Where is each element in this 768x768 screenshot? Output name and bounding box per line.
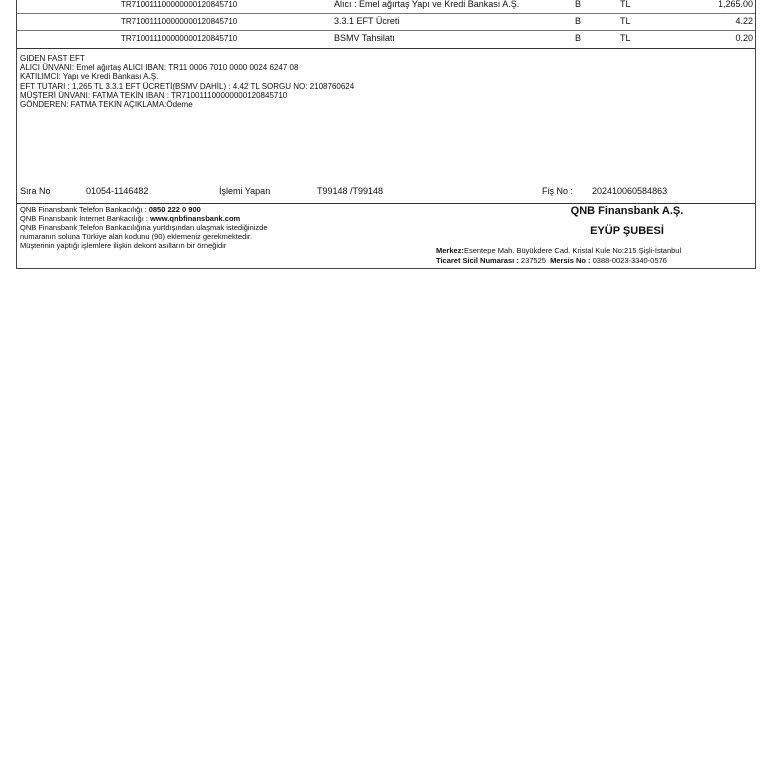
row-debit-credit: B [575, 33, 582, 43]
table-bottom-divider [17, 48, 755, 49]
bank-address [436, 246, 681, 265]
receipt-document [16, 0, 756, 269]
table-row [17, 14, 755, 30]
detail-line: KATILIMCI: Yapı ve Kredi Bankası A.Ş. [20, 72, 159, 82]
transaction-details [20, 54, 354, 109]
row-iban: TR710011100000000120845710 [121, 34, 238, 43]
detail-line: EFT TUTARI : 1,265 TL 3.3.1 EFT ÜCRETİ(BSMV DAHİL) : 4.42 TL SORGU NO: 2108760624 [20, 81, 355, 91]
row-debit-credit: B [575, 16, 582, 26]
row-amount: 4.22 [735, 16, 753, 26]
sira-value: 01054-1146482 [86, 186, 149, 196]
row-iban: TR710011100000000120845710 [121, 17, 238, 26]
detail-line: GIDEN FAST EFT [20, 54, 85, 63]
internet-banking-label: QNB Finansbank İnternet Bankacılığı : [20, 214, 151, 223]
bank-contact-info [20, 205, 268, 250]
detail-line: ALICI ÜNVANI: Emel ağırtaş ALICI IBAN: TR11 0006 7010 0000 0024 6247 08 [20, 63, 299, 73]
row-amount: 0.20 [735, 33, 753, 43]
branch-name: EYÜP ŞUBESİ [590, 225, 664, 237]
operator-label: İşlemi Yapan [219, 186, 271, 196]
mersis-label: Mersis No : [550, 255, 593, 265]
receipt-no-label: Fiş No : [542, 186, 574, 196]
merkez-label: Merkez: [436, 246, 464, 255]
row-description: Alıcı : Emel ağırtaş Yapı ve Kredi Bankası A.Ş. [334, 0, 520, 9]
mersis-number: 0388-0023-3340-0576 [592, 255, 667, 265]
table-row [17, 0, 755, 13]
row-currency: TL [620, 0, 631, 9]
sira-label: Sıra No [20, 186, 51, 196]
trade-registry-number: 237525 [520, 255, 546, 265]
info-line: numaranın soluna Türkiye alan kodunu (90) eklemeniz gerekmektedir. [20, 232, 253, 241]
row-currency: TL [620, 33, 631, 43]
row-iban: TR710011100000000120845710 [121, 0, 238, 9]
row-amount: 1,265.00 [717, 0, 753, 9]
operator-value: T99148 /T99148 [317, 186, 384, 196]
info-line: QNB Finansbank Telefon Bankacılığına yurtdışından ulaşmak istediğinizde [20, 223, 268, 232]
row-debit-credit: B [575, 0, 582, 9]
phone-banking-number: 0850 222 0 900 [148, 205, 201, 214]
detail-line: MÜŞTERİ ÜNVANI: FATMA TEKİN IBAN : TR710011100000000120845710 [20, 90, 288, 100]
footer-divider [17, 203, 755, 204]
info-line: Müşterinin yaptığı işlemlere ilişkin dekont asılların bir örneğidir [20, 241, 227, 250]
trade-registry-label: Ticaret Sicil Numarası : [436, 255, 521, 265]
merkez-address: Esentepe Mah. Büyükdere Cad. Kristal Kule No:215 Şişli-İstanbul [463, 246, 682, 255]
detail-line: GÖNDEREN: FATMA TEKİN AÇIKLAMA:Ödeme [20, 100, 193, 110]
row-description: BSMV Tahsilatı [334, 33, 395, 43]
row-currency: TL [620, 16, 631, 26]
receipt-no-value: 202410060584863 [592, 186, 668, 196]
bank-name: QNB Finansbank A.Ş. [570, 205, 684, 217]
internet-banking-url: www.qnbfinansbank.com [150, 214, 241, 223]
phone-banking-label: QNB Finansbank Telefon Bankacılığı : [20, 205, 149, 214]
row-description: 3.3.1 EFT Ücreti [334, 16, 400, 26]
table-row [17, 31, 755, 47]
